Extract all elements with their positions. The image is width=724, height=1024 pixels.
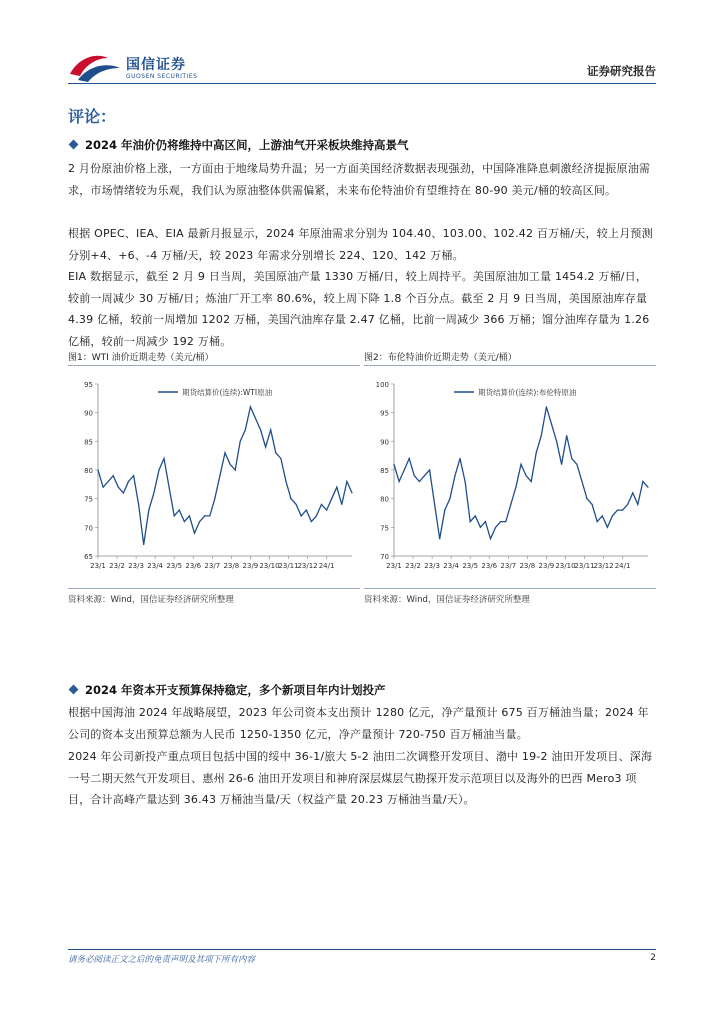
data-point: [296, 504, 297, 505]
header-divider: [68, 83, 656, 84]
logo-text-cn: 国信证券: [126, 57, 186, 73]
price-series-line: [98, 407, 352, 545]
report-type: 证券研究报告: [587, 64, 656, 78]
data-point: [409, 458, 410, 459]
data-point: [627, 504, 628, 505]
data-point: [346, 481, 347, 482]
heading-oil-price: [68, 137, 656, 153]
data-point: [642, 481, 643, 482]
paragraph-capex: 根据中国海油 2024 年战略展望，2023 年公司资本支出预计 1280 亿元，净产量预计 675 百万桶油当量；2024 年公司的资本支出预算总额为人民币 1250-1350 亿元，净产量预计 720-750 百万桶油当量。: [68, 706, 649, 741]
data-point: [189, 515, 190, 516]
page-number: 2: [650, 953, 656, 963]
paragraph-eia: EIA 数据显示，截至 2 月 9 日当周，美国原油产量 1330 万桶/日，较上周持平。美国原油加工量 1454.2 万桶/日，较前一周减少 30 万桶/日；炼油厂开工率 80.6%，较上周下降 1.8 个百分点。截至 2 月 9 日当周，美国原油库存量 4.39 亿桶，较前一周增加 1202 万桶，美国汽油库存量 2.47 亿桶，比前一周减少 366 万桶；馏分油库存量为 1.26 亿桶，较前一周减少 192 万桶。: [68, 270, 650, 348]
data-point: [536, 452, 537, 453]
data-point: [138, 504, 139, 505]
data-point: [612, 515, 613, 516]
data-point: [270, 429, 271, 430]
x-tick-label: 23/3: [128, 562, 144, 570]
y-tick-label: 75: [380, 524, 389, 533]
x-tick-label: 23/11: [574, 562, 595, 570]
paragraph-oil-price: 2 月份原油价格上涨，一方面由于地缘局势升温；另一方面美国经济数据表现强劲，中国降准降息刺激经济提振原油需求，市场情绪较为乐观，我们认为原油整体供需偏紧，未来布伦特油价有望维持在 80-90 美元/桶的较高区间。: [68, 162, 651, 197]
data-point: [602, 515, 603, 516]
data-point: [230, 464, 231, 465]
data-point: [240, 441, 241, 442]
x-tick-label: 24/1: [318, 562, 335, 570]
data-point: [546, 406, 547, 407]
data-point: [526, 475, 527, 476]
x-tick-label: 23/8: [519, 562, 536, 570]
data-point: [128, 481, 129, 482]
data-point: [576, 464, 577, 465]
data-point: [123, 492, 124, 493]
data-point: [434, 504, 435, 505]
figure-wti-source: 资料来源：Wind，国信证券经济研究所整理: [68, 595, 234, 605]
figure-brent-source: 资料来源：Wind，国信证券经济研究所整理: [364, 595, 530, 605]
data-point: [566, 435, 567, 436]
data-point: [637, 504, 638, 505]
x-tick-label: 23/11: [278, 562, 299, 570]
data-point: [341, 504, 342, 505]
data-point: [311, 521, 312, 522]
data-point: [184, 521, 185, 522]
y-tick-label: 90: [84, 409, 93, 418]
figure-wti-caption: 图1：WTI 油价近期走势（美元/桶）: [68, 353, 214, 363]
x-tick-label: 23/9: [242, 562, 259, 570]
heading-oil-price-text: 2024 年油价仍将维持中高区间，上游油气开采板块维持高景气: [85, 138, 409, 152]
data-point: [260, 429, 261, 430]
x-tick-label: 23/5: [166, 562, 183, 570]
data-point: [510, 504, 511, 505]
data-point: [97, 469, 98, 470]
data-point: [485, 521, 486, 522]
x-tick-label: 23/9: [538, 562, 555, 570]
guosen-logo: [68, 52, 208, 84]
figure-wti-top-rule: [68, 365, 360, 366]
data-point: [118, 487, 119, 488]
diamond-bullet-icon: [69, 685, 79, 695]
data-point: [321, 504, 322, 505]
y-tick-label: 85: [380, 467, 389, 475]
data-point: [465, 481, 466, 482]
data-point: [454, 475, 455, 476]
price-series-line: [394, 407, 648, 539]
x-tick-label: 23/1: [90, 562, 106, 570]
data-point: [235, 469, 236, 470]
data-point: [219, 475, 220, 476]
data-point: [108, 481, 109, 482]
x-tick-label: 23/2: [405, 562, 421, 570]
x-tick-label: 23/6: [481, 562, 498, 570]
y-tick-label: 90: [380, 438, 389, 447]
y-tick-label: 95: [380, 409, 389, 418]
y-tick-label: 100: [375, 381, 389, 389]
x-tick-label: 23/7: [204, 562, 221, 570]
logo-text-en: GUOSEN SECURITIES: [126, 73, 198, 80]
diamond-bullet-icon: [69, 140, 79, 150]
legend-label: 期货结算价(连续):布伦特原油: [478, 388, 577, 397]
wti-chart: [68, 372, 360, 584]
data-point: [174, 515, 175, 516]
x-tick-label: 23/4: [147, 562, 164, 570]
data-point: [255, 418, 256, 419]
data-point: [607, 527, 608, 528]
data-point: [495, 527, 496, 528]
data-point: [194, 533, 195, 534]
data-point: [632, 492, 633, 493]
data-point: [316, 515, 317, 516]
x-tick-label: 23/1: [386, 562, 402, 570]
data-point: [480, 527, 481, 528]
data-point: [419, 481, 420, 482]
data-point: [153, 492, 154, 493]
data-point: [617, 510, 618, 511]
data-point: [541, 435, 542, 436]
data-point: [331, 498, 332, 499]
figure-brent: [364, 350, 656, 608]
figure-wti: [68, 350, 360, 608]
data-point: [571, 458, 572, 459]
data-point: [351, 492, 352, 493]
data-point: [245, 429, 246, 430]
x-tick-label: 24/1: [614, 562, 631, 570]
data-point: [449, 498, 450, 499]
y-tick-label: 80: [84, 467, 93, 475]
data-point: [500, 521, 501, 522]
section-title: 评论：: [68, 107, 117, 126]
data-point: [326, 510, 327, 511]
figure-brent-caption: 图2：布伦特油价近期走势（美元/桶）: [364, 353, 517, 363]
data-point: [179, 510, 180, 511]
data-point: [622, 510, 623, 511]
y-tick-label: 70: [380, 553, 389, 561]
data-point: [250, 406, 251, 407]
x-tick-label: 23/10: [259, 562, 280, 570]
data-point: [163, 458, 164, 459]
data-point: [404, 469, 405, 470]
x-tick-label: 23/5: [462, 562, 479, 570]
data-point: [551, 424, 552, 425]
figure-brent-top-rule: [364, 365, 656, 366]
data-point: [103, 487, 104, 488]
data-point: [515, 487, 516, 488]
data-point: [133, 475, 134, 476]
data-point: [490, 538, 491, 539]
data-point: [439, 538, 440, 539]
y-tick-label: 75: [84, 495, 93, 504]
data-point: [224, 452, 225, 453]
brent-chart: [364, 372, 656, 584]
data-point: [204, 515, 205, 516]
y-tick-label: 85: [84, 438, 93, 447]
data-point: [592, 504, 593, 505]
data-point: [214, 498, 215, 499]
guosen-logo-icon: [68, 52, 122, 84]
paragraph-demand: 根据 OPEC、IEA、EIA 最新月报显示，2024 年原油需求分别为 104.40、103.00、102.42 百万桶/天，较上月预测分别+4、+6、-4 万桶/天，较 2023 年需求分别增长 224、120、142 万桶。: [68, 227, 653, 262]
data-point: [414, 475, 415, 476]
data-point: [470, 521, 471, 522]
y-tick-label: 65: [84, 553, 93, 561]
heading-capex-text: 2024 年资本开支预算保持稳定，多个新项目年内计划投产: [85, 683, 386, 697]
y-tick-label: 70: [84, 524, 93, 533]
data-point: [148, 510, 149, 511]
data-point: [459, 458, 460, 459]
legend-label: 期货结算价(连续):WTI原油: [182, 388, 273, 397]
data-point: [561, 464, 562, 465]
x-tick-label: 23/10: [555, 562, 576, 570]
data-point: [199, 521, 200, 522]
data-point: [399, 481, 400, 482]
data-point: [265, 447, 266, 448]
x-tick-label: 23/8: [223, 562, 240, 570]
data-point: [280, 458, 281, 459]
data-point: [290, 498, 291, 499]
data-point: [444, 510, 445, 511]
data-point: [586, 498, 587, 499]
data-point: [647, 487, 648, 488]
data-point: [424, 475, 425, 476]
data-point: [113, 475, 114, 476]
data-point: [475, 515, 476, 516]
x-tick-label: 23/12: [593, 562, 614, 570]
data-point: [336, 487, 337, 488]
data-point: [597, 521, 598, 522]
page-header: [0, 0, 724, 90]
x-tick-label: 23/6: [185, 562, 202, 570]
data-point: [275, 452, 276, 453]
figure-brent-bottom-rule: [364, 588, 656, 589]
data-point: [301, 515, 302, 516]
data-point: [158, 469, 159, 470]
x-tick-label: 23/4: [443, 562, 460, 570]
data-point: [209, 515, 210, 516]
heading-capex: [68, 682, 656, 698]
data-point: [520, 464, 521, 465]
x-tick-label: 23/7: [500, 562, 517, 570]
y-tick-label: 80: [380, 495, 389, 504]
x-tick-label: 23/3: [424, 562, 440, 570]
paragraph-projects: 2024 年公司新投产重点项目包括中国的绥中 36-1/旅大 5-2 油田二次调整开发项目、渤中 19-2 油田开发项目、深海一号二期天然气开发项目、惠州 26-6 油田开发项目和神府深层煤层气勘探开发示范项目以及海外的巴西 Mero3 项目，合计高峰产量达到 36.43 万桶油当量/天（权益产量 20.23 万桶油当量/天）。: [68, 750, 653, 806]
data-point: [285, 481, 286, 482]
data-point: [169, 487, 170, 488]
x-tick-label: 23/2: [109, 562, 125, 570]
footer-divider: [68, 949, 656, 950]
data-point: [531, 481, 532, 482]
data-point: [505, 521, 506, 522]
data-point: [581, 481, 582, 482]
figure-wti-bottom-rule: [68, 588, 360, 589]
data-point: [429, 469, 430, 470]
data-point: [143, 544, 144, 545]
y-tick-label: 95: [84, 381, 93, 389]
footer-disclaimer: 请务必阅读正文之后的免责声明及其项下所有内容: [68, 955, 256, 965]
data-point: [556, 441, 557, 442]
data-point: [306, 510, 307, 511]
x-tick-label: 23/12: [297, 562, 318, 570]
data-point: [393, 464, 394, 465]
